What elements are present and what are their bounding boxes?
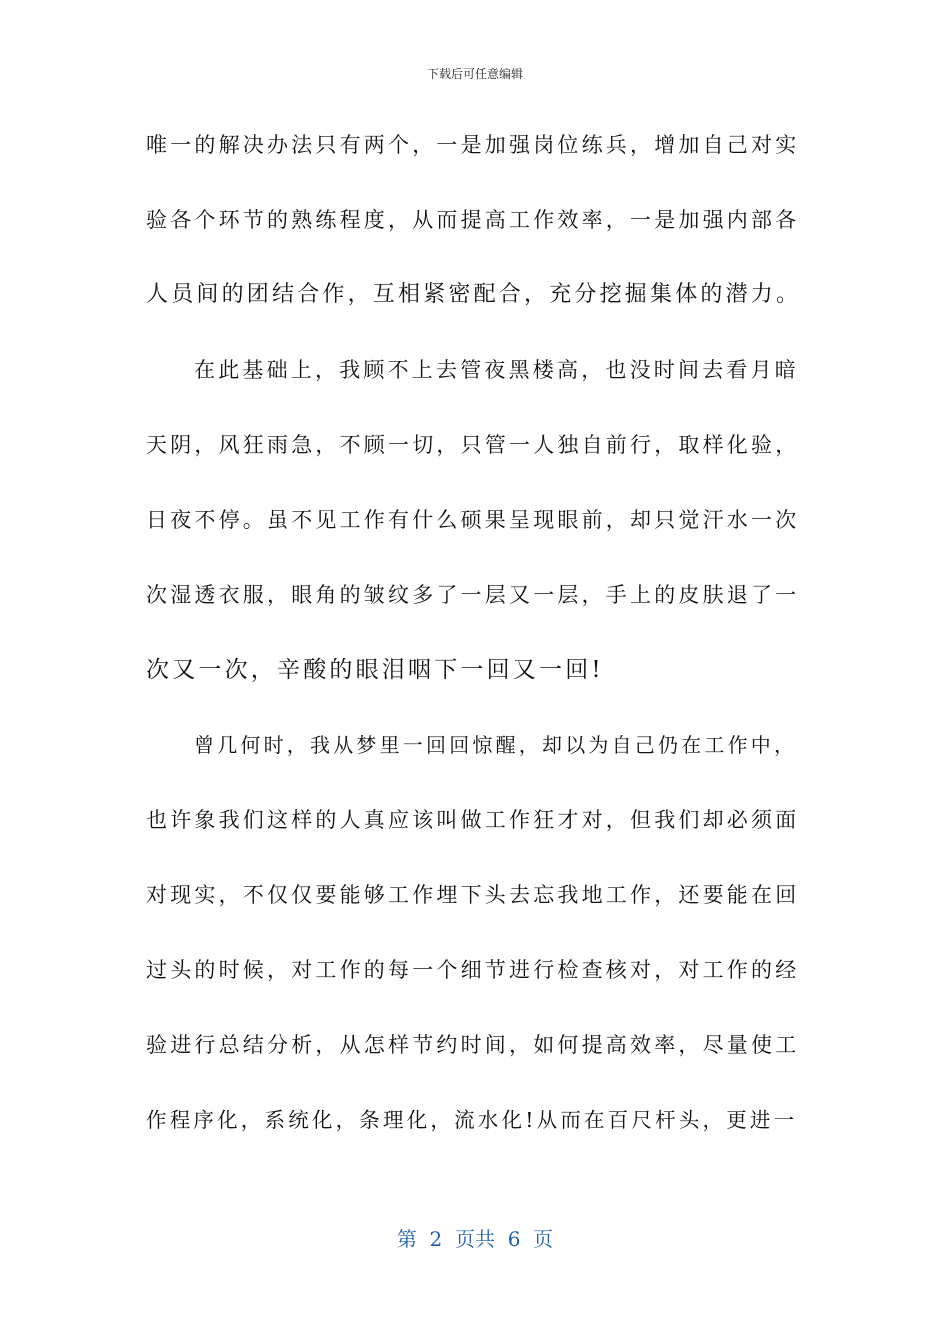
text-line: 日夜不停。虽不见工作有什么硕果呈现眼前，却只觉汗水一次 <box>146 508 800 532</box>
text-line: 人员间的团结合作，互相紧密配合，充分挖掘集体的潜力。 <box>146 282 802 307</box>
text-line: 天阴，风狂雨急，不顾一切，只管一人独自前行，取样化验， <box>146 433 800 457</box>
page-number-footer: 第 2 页共 6 页 <box>396 1227 554 1251</box>
text-line: 对现实，不仅仅要能够工作埋下头去忘我地工作，还要能在回 <box>146 883 800 907</box>
text-line: 次又一次，辛酸的眼泪咽下一回又一回! <box>146 657 604 683</box>
page-header: 下载后可任意编辑 <box>426 67 523 81</box>
text-line: 作程序化，系统化，条理化，流水化!从而在百尺杆头，更进一 <box>146 1108 798 1132</box>
paragraph-first-line: 曾几何时，我从梦里一回回惊醒，却以为自己仍在工作中， <box>194 733 798 757</box>
text-line: 过头的时候，对工作的每一个细节进行检查核对，对工作的经 <box>146 958 800 982</box>
text-line: 次湿透衣服，眼角的皱纹多了一层又一层，手上的皮肤退了一 <box>146 583 800 607</box>
text-line: 验各个环节的熟练程度，从而提高工作效率，一是加强内部各 <box>146 208 800 232</box>
text-line: 也许象我们这样的人真应该叫做工作狂才对，但我们却必须面 <box>146 808 800 832</box>
text-line: 验进行总结分析，从怎样节约时间，如何提高效率，尽量使工 <box>146 1033 800 1057</box>
paragraph-first-line: 在此基础上，我顾不上去管夜黑楼高，也没时间去看月暗 <box>194 358 799 382</box>
text-line: 唯一的解决办法只有两个，一是加强岗位练兵，增加自己对实 <box>146 133 800 157</box>
